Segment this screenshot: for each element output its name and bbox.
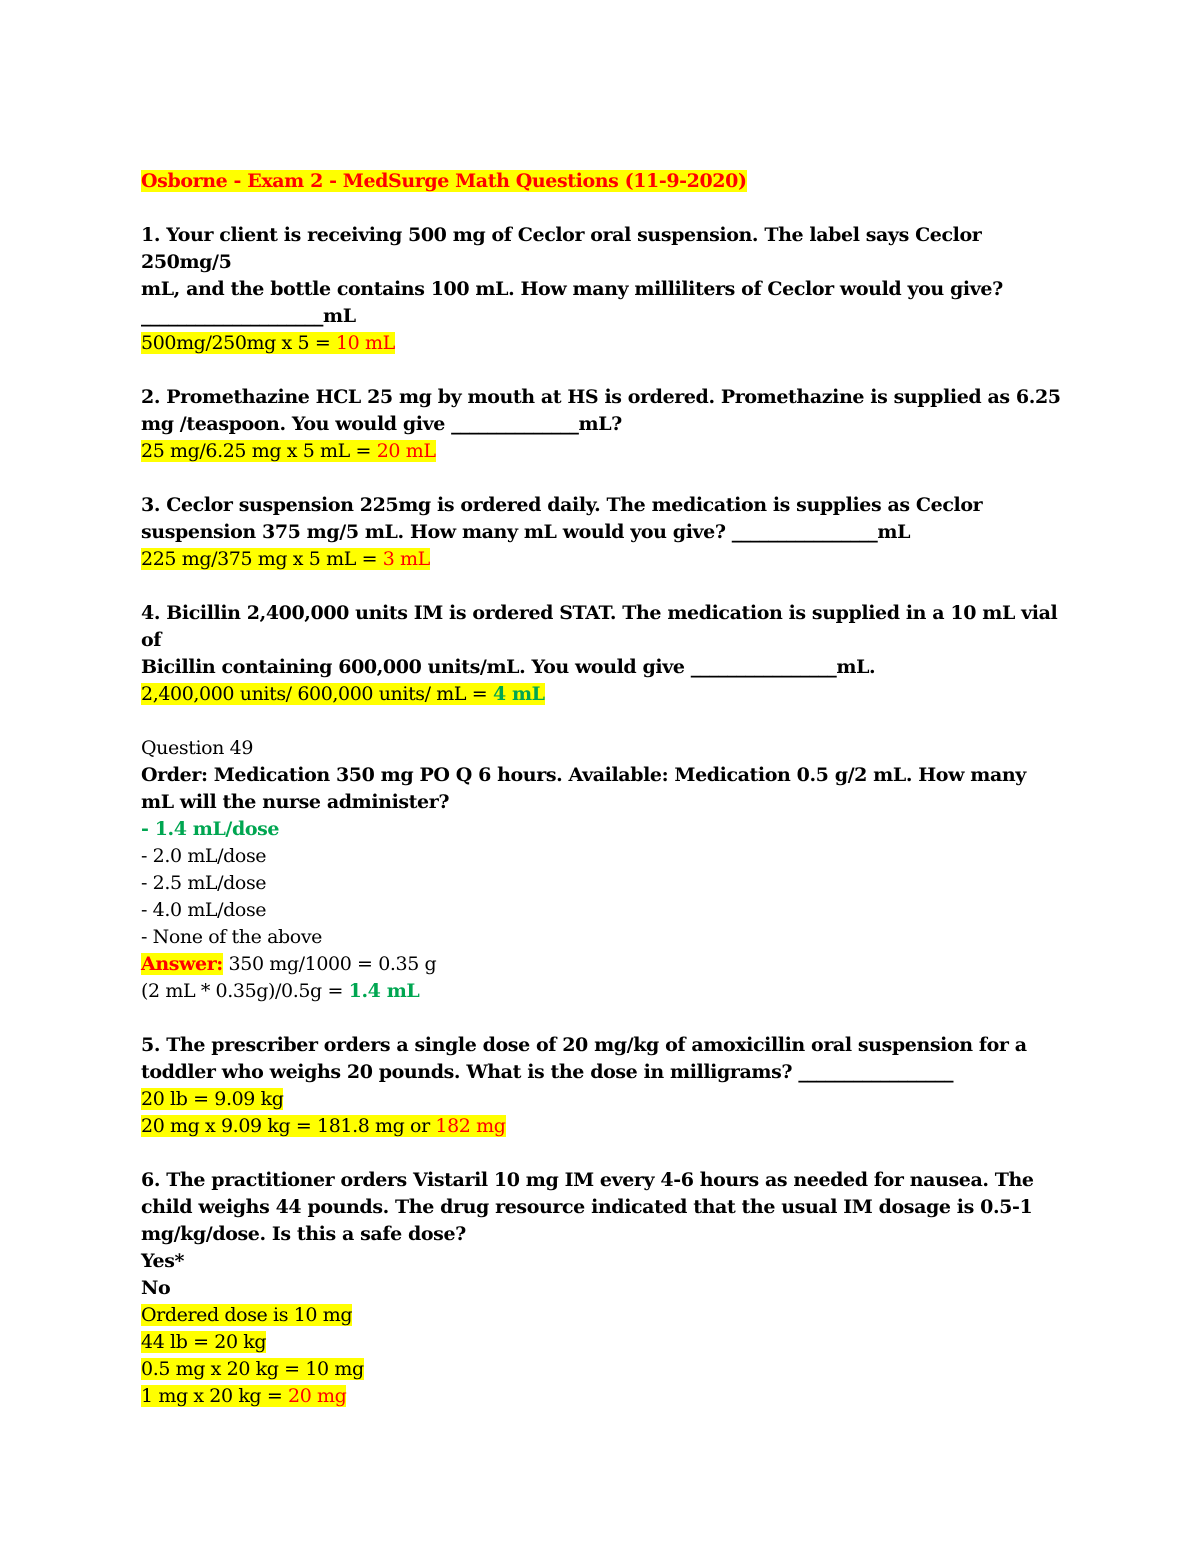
q6-answer-4-calc: 1 mg x 20 kg =	[141, 1385, 288, 1407]
q4-text-2: Bicillin containing 600,000 units/mL. You would give ________________mL.	[141, 656, 876, 678]
q6-text-1: 6. The practitioner orders Vistaril 10 mg IM every 4-6 hours as needed for nausea. The	[141, 1169, 1034, 1191]
q1-text-1: 1. Your client is receiving 500 mg of Ceclor oral suspension. The label says Ceclor 250mg/5	[141, 224, 988, 273]
q3-answer-calc: 225 mg/375 mg x 5 mL =	[141, 548, 383, 570]
q6-answer-3	[141, 1356, 1076, 1383]
document-body	[141, 168, 1076, 1410]
q3-text-2: suspension 375 mg/5 mL. How many mL would you give? ________________mL	[141, 521, 911, 543]
q4-answer-result: 4 mL	[492, 683, 545, 705]
doc-title: Osborne - Exam 2 - MedSurge Math Questions (11-9-2020)	[141, 170, 747, 192]
q2-answer	[141, 438, 1076, 465]
q2-text-1: 2. Promethazine HCL 25 mg by mouth at HS is ordered. Promethazine is supplied as 6.25	[141, 386, 1061, 408]
q5-answer-1	[141, 1086, 1076, 1113]
q3-answer	[141, 546, 1076, 573]
q1-blank: ____________________mL	[141, 305, 356, 327]
q49-answer-text: 350 mg/1000 = 0.35 g	[222, 953, 437, 975]
q6-answer-2	[141, 1329, 1076, 1356]
q4-text-1: 4. Bicillin 2,400,000 units IM is ordered STAT. The medication is supplied in a 10 mL vial of	[141, 602, 1064, 651]
question-5	[141, 1032, 1076, 1140]
q49-option-3: - 2.5 mL/dose	[141, 872, 267, 894]
question-4	[141, 600, 1076, 708]
q49-label: Question 49	[141, 737, 254, 759]
q1-text-2: mL, and the bottle contains 100 mL. How many milliliters of Ceclor would you give?	[141, 278, 1003, 300]
q49-calc-text: (2 mL * 0.35g)/0.5g =	[141, 980, 349, 1002]
q2-answer-calc: 25 mg/6.25 mg x 5 mL =	[141, 440, 377, 462]
q1-answer-calc: 500mg/250mg x 5 =	[141, 332, 336, 354]
q5-text-1: 5. The prescriber orders a single dose of 20 mg/kg of amoxicillin oral suspension for a	[141, 1034, 1027, 1056]
q49-option-2: - 2.0 mL/dose	[141, 845, 267, 867]
q3-text-1: 3. Ceclor suspension 225mg is ordered daily. The medication is supplies as Ceclor	[141, 494, 983, 516]
q2-answer-result: 20 mL	[376, 440, 436, 462]
q5-answer-2-result: 182 mg	[435, 1115, 506, 1137]
q5-text-2: toddler who weighs 20 pounds. What is the dose in milligrams? _________________	[141, 1061, 954, 1083]
question-6	[141, 1167, 1076, 1410]
q49-option-5: - None of the above	[141, 926, 323, 948]
q49-calc	[141, 978, 1076, 1005]
q49-answer-label: Answer:	[141, 953, 223, 975]
q6-text-2: child weighs 44 pounds. The drug resource indicated that the usual IM dosage is 0.5-1	[141, 1196, 1033, 1218]
question-3	[141, 492, 1076, 573]
q6-option-yes: Yes*	[141, 1250, 185, 1272]
q49-answer	[141, 951, 1076, 978]
q6-option-no: No	[141, 1277, 171, 1299]
q5-answer-2	[141, 1113, 1076, 1140]
q6-answer-4	[141, 1383, 1076, 1410]
q6-text-3: mg/kg/dose. Is this a safe dose?	[141, 1223, 466, 1245]
q49-text-2: mL will the nurse administer?	[141, 791, 450, 813]
q2-text-2: mg /teaspoon. You would give ______________mL?	[141, 413, 622, 435]
q4-answer	[141, 681, 1076, 708]
doc-title-line	[141, 168, 1076, 195]
q5-answer-2-calc: 20 mg x 9.09 kg = 181.8 mg or	[141, 1115, 436, 1137]
q6-answer-4-result: 20 mg	[288, 1385, 347, 1407]
q1-answer-result: 10 mL	[335, 332, 395, 354]
q6-answer-2-text: 44 lb = 20 kg	[141, 1331, 267, 1353]
q6-answer-3-text: 0.5 mg x 20 kg = 10 mg	[141, 1358, 364, 1380]
q3-answer-result: 3 mL	[382, 548, 430, 570]
q6-answer-1-text: Ordered dose is 10 mg	[141, 1304, 353, 1326]
question-1	[141, 222, 1076, 357]
q49-text-1: Order: Medication 350 mg PO Q 6 hours. Available: Medication 0.5 g/2 mL. How many	[141, 764, 1026, 786]
q49-calc-result: 1.4 mL	[348, 980, 420, 1002]
question-2	[141, 384, 1076, 465]
question-49	[141, 735, 1076, 1005]
q49-option-4: - 4.0 mL/dose	[141, 899, 267, 921]
q4-answer-calc: 2,400,000 units/ 600,000 units/ mL =	[141, 683, 493, 705]
q49-option-1: - 1.4 mL/dose	[141, 818, 280, 840]
q1-answer	[141, 330, 1076, 357]
q6-answer-1	[141, 1302, 1076, 1329]
q5-answer-1-text: 20 lb = 9.09 kg	[141, 1088, 284, 1110]
